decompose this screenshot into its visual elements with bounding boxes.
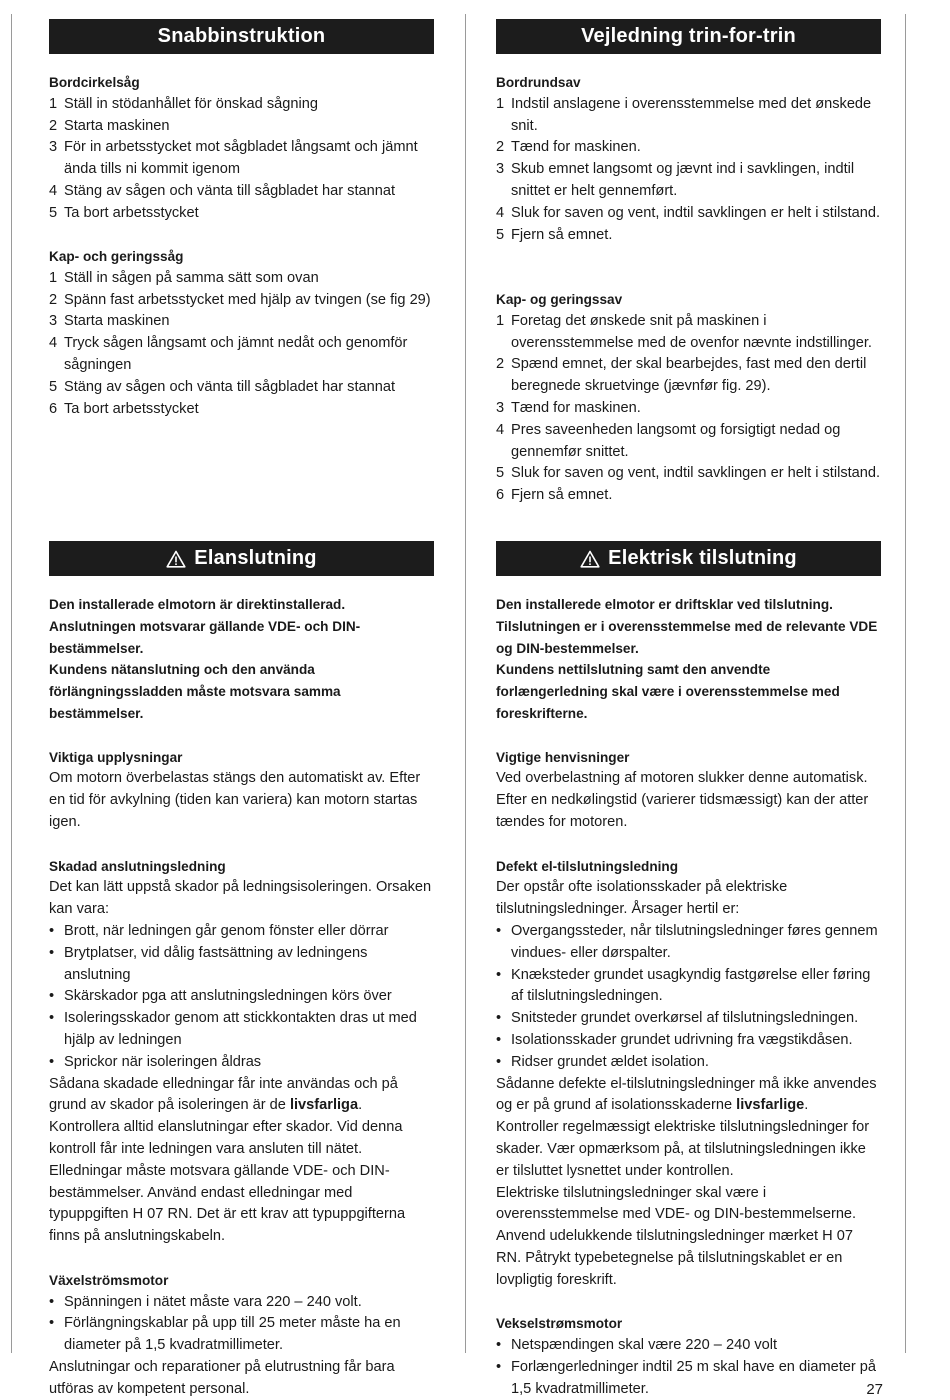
step-number: 2: [49, 291, 58, 308]
step-item: [49, 377, 434, 399]
bullet-icon: •: [496, 966, 502, 983]
table-saw-steps-da: [496, 94, 881, 247]
bullet-item: [496, 921, 881, 965]
miter-saw-steps: [49, 268, 434, 421]
step-text: Tænd for maskinen.: [511, 139, 641, 156]
ac-motor-bullets: [49, 1292, 434, 1357]
table-saw-steps: [49, 94, 434, 225]
bullet-text: Brytplatser, vid dålig fastsättning av ledningens anslutning: [64, 944, 368, 983]
step-number: 5: [496, 226, 505, 243]
bullet-item: [496, 1052, 881, 1074]
ac-motor-bullets-da: [496, 1335, 881, 1400]
danger-statement: Sådana skadade elledningar får inte användas och på grund av skador på isoleringen är de livsfarliga.: [49, 1075, 398, 1114]
step-by-step-header: [496, 19, 881, 54]
step-text: Fjern så emnet.: [511, 226, 613, 243]
step-number: 3: [49, 139, 58, 156]
step-text: Tryck sågen långsamt och jämnt nedåt och genomför sågningen: [64, 335, 408, 373]
bullet-text: Forlængerledninger indtil 25 m skal have en diameter på 1,5 kvadratmillimeter.: [511, 1358, 877, 1397]
step-item: [496, 420, 881, 464]
step-number: 4: [496, 421, 505, 438]
bullet-text: Skärskador pga att anslutningsledningen körs över: [64, 988, 392, 1005]
step-item: [49, 311, 434, 333]
step-item: [49, 333, 434, 377]
step-text: Sluk for saven og vent, indtil savklingen er helt i stilstand.: [511, 204, 881, 221]
step-item: [496, 311, 881, 355]
danger-statement-da: Sådanne defekte el-tilslutningsledninger må ikke anvendes og er på grund af isolationsskaderne livsfarlige.: [496, 1075, 877, 1114]
damaged-cable-causes: [49, 921, 434, 1074]
important-info-text: Om motorn överbelastas stängs den automatiskt av. Efter en tid för avkylning (tiden kan variera) kan motorn startas igen.: [49, 770, 421, 830]
bullet-item: [49, 921, 434, 943]
step-item: [49, 290, 434, 312]
step-text: Ställ in stödanhållet för önskad sågning: [64, 95, 318, 112]
bullet-text: Isolationsskader grundet udrivning fra vægstikdåsen.: [511, 1031, 853, 1048]
miter-saw-title-da: Kap- og geringssav: [496, 292, 623, 307]
bullet-icon: •: [496, 1031, 502, 1048]
step-number: 2: [496, 356, 505, 373]
bullet-text: Snitsteder grundet overkørsel af tilslutningsledningen.: [511, 1010, 859, 1027]
bullet-text: Förlängningskablar på upp till 25 meter måste ha en diameter på 1,5 kvadratmillimeter.: [64, 1315, 401, 1354]
step-item: [49, 137, 434, 181]
miter-saw-section-da: [496, 289, 881, 507]
bullet-icon: •: [496, 1053, 502, 1070]
intro-paragraph-1: Den installerade elmotorn är direktinstallerad. Anslutningen motsvarar gällande VDE- och DIN-bestämmelser.: [49, 597, 361, 656]
important-info-title: Viktiga upplysningar: [49, 749, 183, 765]
step-number: 3: [49, 313, 58, 330]
bullet-icon: •: [496, 1337, 502, 1354]
damaged-cable-title-da: Defekt el-tilslutningsledning: [496, 858, 679, 874]
miter-saw-title: Kap- och geringssåg: [49, 249, 184, 264]
damaged-cable-title: Skadad anslutningsledning: [49, 858, 226, 874]
bullet-item: [49, 1052, 434, 1074]
step-text: För in arbetsstycket mot sågbladet långsamt och jämnt ända tills ni kommit igenom: [64, 139, 418, 178]
bullet-icon: •: [49, 1293, 55, 1310]
step-number: 3: [496, 161, 505, 178]
step-item: [496, 203, 881, 225]
step-number: 4: [49, 335, 58, 352]
step-text: Stäng av sågen och vänta till sågbladet har stannat: [64, 378, 396, 395]
step-item: [496, 159, 881, 203]
intro-paragraph-2: Kundens nätanslutning och den använda förlängningssladden måste motsvara samma bestämmelser.: [49, 662, 341, 721]
table-saw-section: [49, 72, 434, 225]
step-item: [496, 225, 881, 247]
step-item: [49, 268, 434, 290]
bullet-item: [496, 1008, 881, 1030]
step-text: Ta bort arbetsstycket: [64, 204, 199, 221]
warning-triangle-icon: [166, 550, 186, 568]
step-number: 4: [49, 182, 58, 199]
step-item: [49, 203, 434, 225]
step-text: Ta bort arbetsstycket: [64, 400, 199, 417]
step-item: [49, 399, 434, 421]
bullet-item: [49, 943, 434, 987]
table-saw-section-da: [496, 72, 881, 246]
right-margin-rule: [905, 14, 906, 1353]
bullet-icon: •: [49, 1053, 55, 1070]
bullet-item: [496, 965, 881, 1009]
bullet-icon: •: [49, 1315, 55, 1332]
damaged-cable-causes-da: [496, 921, 881, 1074]
step-item: [49, 181, 434, 203]
bullet-icon: •: [49, 1010, 55, 1027]
electrical-connection-title: Elanslutning: [194, 546, 317, 569]
step-text: Spänn fast arbetsstycket med hjälp av tvingen (se fig 29): [64, 291, 431, 308]
step-item: [496, 137, 881, 159]
step-number: 1: [49, 95, 58, 112]
quick-instructions-title: Snabbinstruktion: [157, 24, 326, 47]
step-text: Pres saveenheden langsomt og forsigtigt nedad og gennemfør snittet.: [511, 421, 841, 460]
step-item: [496, 463, 881, 485]
step-item: [49, 116, 434, 138]
bullet-icon: •: [496, 1010, 502, 1027]
electrical-connection-header: [49, 541, 434, 576]
step-by-step-title: Vejledning trin-for-trin: [581, 24, 796, 47]
step-item: [496, 398, 881, 420]
electrical-connection-header-da: [496, 541, 881, 576]
step-number: 5: [49, 204, 58, 221]
step-text: Starta maskinen: [64, 117, 170, 134]
important-info-text-da: Ved overbelastning af motoren slukker denne automatisk. Efter en nedkølingstid (varierer tidsmæssigt) kan der atter tændes for motoren.: [496, 770, 869, 830]
check-paragraph: Kontrollera alltid elanslutningar efter skador. Vid denna kontroll får inte ledningen vara ansluten till nätet.: [49, 1119, 403, 1157]
step-text: Foretag det ønskede snit på maskinen i overensstemmelse med de ovenfor nævnte indstillinger.: [511, 312, 872, 351]
step-text: Sluk for saven og vent, indtil savklingen er helt i stilstand.: [511, 465, 881, 482]
bullet-text: Overgangssteder, når tilslutningsledninger føres gennem vindues- eller dørspalter.: [511, 922, 878, 961]
step-text: Starta maskinen: [64, 313, 170, 330]
step-number: 3: [496, 399, 505, 416]
step-text: Skub emnet langsomt og jævnt ind i savklingen, indtil snittet er helt gennemført.: [511, 161, 855, 199]
step-number: 5: [49, 378, 58, 395]
bullet-text: Spänningen i nätet måste vara 220 – 240 volt.: [64, 1293, 362, 1310]
electrical-section: [49, 594, 434, 1400]
table-saw-title-da: Bordrundsav: [496, 75, 581, 90]
bullet-item: [496, 1357, 881, 1400]
bullet-text: Brott, när ledningen går genom fönster eller dörrar: [64, 922, 389, 939]
bullet-icon: •: [49, 922, 55, 939]
step-item: [496, 94, 881, 138]
step-text: Tænd for maskinen.: [511, 399, 641, 416]
step-text: Ställ in sågen på samma sätt som ovan: [64, 269, 319, 286]
electrical-section-da: [496, 594, 881, 1400]
table-saw-title: Bordcirkelsåg: [49, 75, 140, 90]
electrical-connection-title-da: Elektrisk tilslutning: [608, 546, 797, 569]
step-number: 1: [49, 269, 58, 286]
check-paragraph-da: Kontroller regelmæssigt elektriske tilslutningsledninger for skader. Vær opmærksom på, at tilslutningsledningen ikke er tilsluttet lysnettet under kontrollen.: [496, 1119, 870, 1179]
step-item: [496, 354, 881, 398]
step-text: Spænd emnet, der skal bearbejdes, fast med den dertil beregnede skruetvinge (jævnfør fig. 29).: [511, 356, 867, 395]
intro-paragraph-2-da: Kundens nettilslutning samt den anvendte forlængerledning skal være i overensstemmelse med foreskrifterne.: [496, 662, 840, 721]
step-item: [49, 94, 434, 116]
step-number: 6: [496, 487, 505, 504]
bullet-icon: •: [49, 944, 55, 961]
bullet-icon: •: [49, 988, 55, 1005]
miter-saw-section: [49, 246, 434, 420]
bullet-text: Knæksteder grundet usagkyndig fastgørelse eller føring af tilslutningsledningen.: [511, 966, 871, 1005]
cable-type-paragraph-da: Elektriske tilslutningsledninger skal være i overensstemmelse med VDE- og DIN-bestemmelserne. Anvend udelukkende tilslutningsledninger mærket H 07 RN. Påtrykt typebetegnelse på tilslutningskablet er en lovpligtig foreskrift.: [496, 1184, 857, 1288]
intro-paragraph-1-da: Den installerede elmotor er driftsklar ved tilslutning. Tilslutningen er i overensstemmelse med de relevante VDE og DIN-bestemmelser.: [496, 597, 878, 656]
step-number: 1: [496, 95, 505, 112]
bullet-item: [49, 1313, 434, 1357]
step-text: Indstil anslagene i overensstemmelse med det ønskede snit.: [511, 95, 872, 134]
step-text: Stäng av sågen och vänta till sågbladet har stannat: [64, 182, 396, 199]
ac-motor-title-da: Vekselstrømsmotor: [496, 1316, 623, 1332]
bullet-item: [496, 1030, 881, 1052]
bullet-text: Isoleringsskador genom att stickkontakten dras ut med hjälp av ledningen: [64, 1010, 417, 1048]
step-text: Fjern så emnet.: [511, 487, 613, 504]
center-column-rule: [465, 14, 466, 1353]
damaged-cable-intro: Det kan lätt uppstå skador på ledningsisoleringen. Orsaken kan vara:: [49, 879, 432, 918]
bullet-text: Netspændingen skal være 220 – 240 volt: [511, 1337, 778, 1354]
ac-motor-title: Växelströmsmotor: [49, 1272, 169, 1288]
bullet-icon: •: [496, 922, 502, 939]
step-item: [496, 485, 881, 507]
quick-instructions-header: [49, 19, 434, 54]
bullet-item: [49, 986, 434, 1008]
step-number: 1: [496, 312, 505, 329]
left-margin-rule: [11, 14, 12, 1353]
bullet-icon: •: [496, 1358, 502, 1375]
cable-type-paragraph: Elledningar måste motsvara gällande VDE- och DIN-bestämmelser. Använd endast elledningar med typuppgiften H 07 RN. Det är ett krav att typuppgifterna finns på anslutningskabeln.: [49, 1162, 406, 1245]
damaged-cable-intro-da: Der opstår ofte isolationsskader på elektriske tilslutningsledninger. Årsager hertil er:: [496, 879, 788, 918]
step-number: 2: [496, 139, 505, 156]
step-number: 4: [496, 204, 505, 221]
step-number: 2: [49, 117, 58, 134]
bullet-item: [49, 1008, 434, 1052]
warning-triangle-icon: [580, 550, 600, 568]
page-number: 27: [866, 1381, 883, 1398]
miter-saw-steps-da: [496, 311, 881, 507]
bullet-text: Sprickor när isoleringen åldras: [64, 1053, 262, 1070]
bullet-item: [496, 1335, 881, 1357]
step-number: 6: [49, 400, 58, 417]
final-paragraph: Anslutningar och reparationer på elutrustning får bara utföras av kompetent personal.: [49, 1358, 395, 1397]
bullet-text: Ridser grundet ældet isolation.: [511, 1053, 709, 1070]
important-info-title-da: Vigtige henvisninger: [496, 749, 630, 765]
step-number: 5: [496, 465, 505, 482]
bullet-item: [49, 1292, 434, 1314]
